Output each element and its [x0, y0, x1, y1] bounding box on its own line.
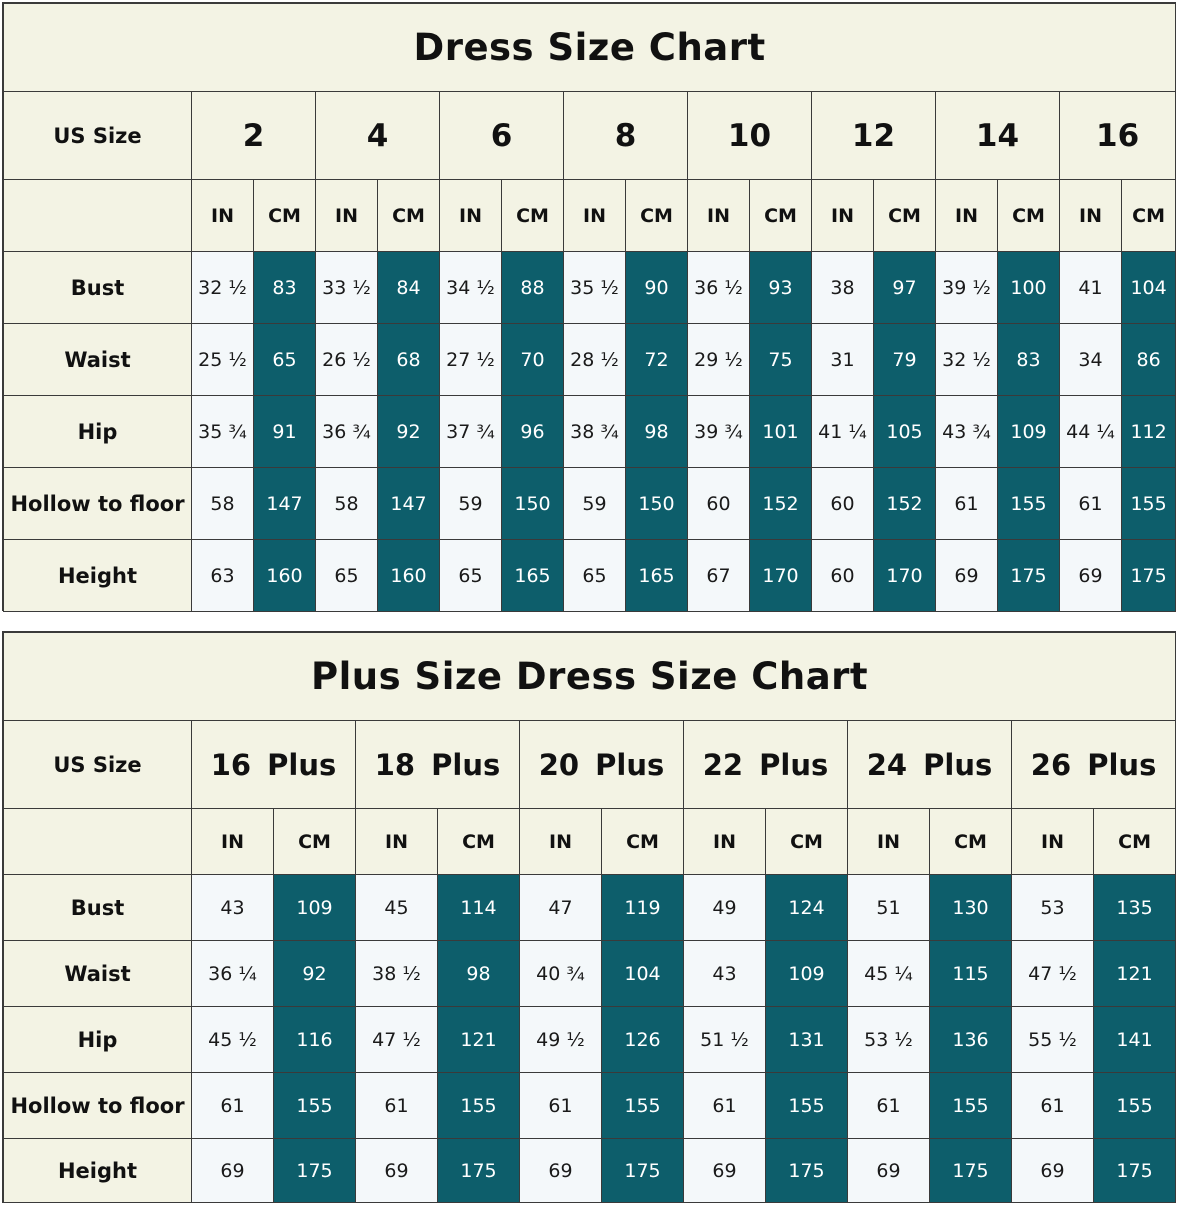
cm-value: 98: [626, 396, 688, 468]
cm-value: 160: [378, 540, 440, 612]
in-value: 31: [812, 324, 874, 396]
in-value: 26 ½: [316, 324, 378, 396]
cm-value: 165: [502, 540, 564, 612]
unit-in-header: IN: [1060, 180, 1122, 252]
dress-size-chart: [2, 2, 1176, 611]
size-header: 26 Plus: [1012, 721, 1176, 809]
cm-value: 160: [254, 540, 316, 612]
in-value: 60: [688, 468, 750, 540]
unit-cm-header: CM: [750, 180, 812, 252]
in-value: 69: [848, 1139, 930, 1203]
unit-in-header: IN: [564, 180, 626, 252]
row-label: Height: [4, 540, 192, 612]
unit-in-header: IN: [356, 809, 438, 875]
table-row: [4, 941, 1176, 1007]
table-row: [4, 540, 1176, 612]
unit-in-header: IN: [936, 180, 998, 252]
cm-value: 109: [766, 941, 848, 1007]
row-label: Hip: [4, 396, 192, 468]
unit-row-blank: [4, 180, 192, 252]
row-label: Hollow to floor: [4, 468, 192, 540]
in-value: 34: [1060, 324, 1122, 396]
in-value: 43: [192, 875, 274, 941]
in-value: 61: [520, 1073, 602, 1139]
size-header-row: [4, 721, 1176, 809]
in-value: 55 ½: [1012, 1007, 1094, 1073]
cm-value: 84: [378, 252, 440, 324]
in-value: 51 ½: [684, 1007, 766, 1073]
row-label: Bust: [4, 875, 192, 941]
in-value: 27 ½: [440, 324, 502, 396]
size-header: 24 Plus: [848, 721, 1012, 809]
unit-cm-header: CM: [998, 180, 1060, 252]
row-label: Bust: [4, 252, 192, 324]
chart-title: Plus Size Dress Size Chart: [4, 633, 1176, 721]
in-value: 29 ½: [688, 324, 750, 396]
cm-value: 124: [766, 875, 848, 941]
size-header: 14: [936, 92, 1060, 180]
cm-value: 155: [766, 1073, 848, 1139]
unit-header-row: [4, 180, 1176, 252]
in-value: 58: [192, 468, 254, 540]
cm-value: 152: [750, 468, 812, 540]
in-value: 41 ¼: [812, 396, 874, 468]
cm-value: 150: [626, 468, 688, 540]
in-value: 61: [936, 468, 998, 540]
in-value: 69: [936, 540, 998, 612]
unit-in-header: IN: [812, 180, 874, 252]
unit-cm-header: CM: [254, 180, 316, 252]
cm-value: 70: [502, 324, 564, 396]
unit-in-header: IN: [316, 180, 378, 252]
unit-cm-header: CM: [766, 809, 848, 875]
in-value: 65: [316, 540, 378, 612]
size-header: 18 Plus: [356, 721, 520, 809]
table-row: [4, 1139, 1176, 1203]
cm-value: 104: [602, 941, 684, 1007]
unit-cm-header: CM: [378, 180, 440, 252]
unit-cm-header: CM: [274, 809, 356, 875]
title-row: [4, 633, 1176, 721]
cm-value: 93: [750, 252, 812, 324]
cm-value: 83: [254, 252, 316, 324]
in-value: 44 ¼: [1060, 396, 1122, 468]
cm-value: 175: [930, 1139, 1012, 1203]
in-value: 39 ½: [936, 252, 998, 324]
cm-value: 175: [438, 1139, 520, 1203]
unit-header-row: [4, 809, 1176, 875]
cm-value: 100: [998, 252, 1060, 324]
cm-value: 83: [998, 324, 1060, 396]
unit-in-header: IN: [192, 809, 274, 875]
cm-value: 130: [930, 875, 1012, 941]
cm-value: 155: [602, 1073, 684, 1139]
in-value: 25 ½: [192, 324, 254, 396]
table-row: [4, 1007, 1176, 1073]
in-value: 61: [684, 1073, 766, 1139]
in-value: 45 ½: [192, 1007, 274, 1073]
cm-value: 121: [438, 1007, 520, 1073]
in-value: 61: [1012, 1073, 1094, 1139]
cm-value: 175: [1122, 540, 1176, 612]
in-value: 69: [356, 1139, 438, 1203]
cm-value: 114: [438, 875, 520, 941]
cm-value: 135: [1094, 875, 1176, 941]
in-value: 47 ½: [1012, 941, 1094, 1007]
in-value: 39 ¾: [688, 396, 750, 468]
in-value: 69: [1060, 540, 1122, 612]
cm-value: 155: [438, 1073, 520, 1139]
unit-cm-header: CM: [1094, 809, 1176, 875]
in-value: 59: [440, 468, 502, 540]
in-value: 32 ½: [192, 252, 254, 324]
in-value: 45: [356, 875, 438, 941]
in-value: 36 ½: [688, 252, 750, 324]
table-row: [4, 252, 1176, 324]
in-value: 49: [684, 875, 766, 941]
cm-value: 104: [1122, 252, 1176, 324]
us-size-label: US Size: [4, 92, 192, 180]
cm-value: 105: [874, 396, 936, 468]
plus-size-chart: [2, 631, 1176, 1203]
cm-value: 97: [874, 252, 936, 324]
in-value: 51: [848, 875, 930, 941]
cm-value: 175: [998, 540, 1060, 612]
cm-value: 131: [766, 1007, 848, 1073]
in-value: 65: [564, 540, 626, 612]
cm-value: 155: [930, 1073, 1012, 1139]
cm-value: 170: [750, 540, 812, 612]
size-header: 8: [564, 92, 688, 180]
in-value: 60: [812, 468, 874, 540]
cm-value: 175: [766, 1139, 848, 1203]
size-header: 10: [688, 92, 812, 180]
unit-cm-header: CM: [930, 809, 1012, 875]
cm-value: 175: [274, 1139, 356, 1203]
unit-cm-header: CM: [626, 180, 688, 252]
cm-value: 116: [274, 1007, 356, 1073]
in-value: 41: [1060, 252, 1122, 324]
in-value: 45 ¼: [848, 941, 930, 1007]
in-value: 36 ¾: [316, 396, 378, 468]
unit-in-header: IN: [440, 180, 502, 252]
size-header: 20 Plus: [520, 721, 684, 809]
cm-value: 155: [1094, 1073, 1176, 1139]
row-label: Waist: [4, 941, 192, 1007]
cm-value: 165: [626, 540, 688, 612]
in-value: 69: [1012, 1139, 1094, 1203]
in-value: 38 ½: [356, 941, 438, 1007]
cm-value: 72: [626, 324, 688, 396]
in-value: 43 ¾: [936, 396, 998, 468]
cm-value: 109: [998, 396, 1060, 468]
table-row: [4, 1073, 1176, 1139]
unit-in-header: IN: [684, 809, 766, 875]
unit-in-header: IN: [688, 180, 750, 252]
in-value: 63: [192, 540, 254, 612]
in-value: 38 ¾: [564, 396, 626, 468]
row-label: Hip: [4, 1007, 192, 1073]
in-value: 58: [316, 468, 378, 540]
cm-value: 152: [874, 468, 936, 540]
in-value: 67: [688, 540, 750, 612]
in-value: 60: [812, 540, 874, 612]
cm-value: 86: [1122, 324, 1176, 396]
cm-value: 75: [750, 324, 812, 396]
in-value: 61: [356, 1073, 438, 1139]
cm-value: 65: [254, 324, 316, 396]
in-value: 69: [192, 1139, 274, 1203]
cm-value: 147: [378, 468, 440, 540]
in-value: 47 ½: [356, 1007, 438, 1073]
dress-size-table-body: [4, 4, 1176, 612]
unit-in-header: IN: [192, 180, 254, 252]
row-label: Height: [4, 1139, 192, 1203]
cm-value: 141: [1094, 1007, 1176, 1073]
in-value: 35 ½: [564, 252, 626, 324]
in-value: 35 ¾: [192, 396, 254, 468]
cm-value: 175: [602, 1139, 684, 1203]
cm-value: 155: [274, 1073, 356, 1139]
unit-row-blank: [4, 809, 192, 875]
cm-value: 88: [502, 252, 564, 324]
unit-cm-header: CM: [502, 180, 564, 252]
cm-value: 175: [1094, 1139, 1176, 1203]
cm-value: 147: [254, 468, 316, 540]
size-header: 12: [812, 92, 936, 180]
cm-value: 155: [998, 468, 1060, 540]
title-row: [4, 4, 1176, 92]
row-label: Hollow to floor: [4, 1073, 192, 1139]
in-value: 61: [1060, 468, 1122, 540]
cm-value: 150: [502, 468, 564, 540]
cm-value: 98: [438, 941, 520, 1007]
unit-in-header: IN: [848, 809, 930, 875]
in-value: 43: [684, 941, 766, 1007]
unit-cm-header: CM: [602, 809, 684, 875]
in-value: 40 ¾: [520, 941, 602, 1007]
cm-value: 112: [1122, 396, 1176, 468]
unit-in-header: IN: [1012, 809, 1094, 875]
cm-value: 155: [1122, 468, 1176, 540]
unit-in-header: IN: [520, 809, 602, 875]
size-header: 22 Plus: [684, 721, 848, 809]
table-row: [4, 468, 1176, 540]
size-header: 6: [440, 92, 564, 180]
chart-title: Dress Size Chart: [4, 4, 1176, 92]
cm-value: 109: [274, 875, 356, 941]
in-value: 53 ½: [848, 1007, 930, 1073]
in-value: 69: [684, 1139, 766, 1203]
unit-cm-header: CM: [1122, 180, 1176, 252]
cm-value: 101: [750, 396, 812, 468]
cm-value: 90: [626, 252, 688, 324]
in-value: 53: [1012, 875, 1094, 941]
plus-size-table: [3, 632, 1176, 1203]
in-value: 61: [192, 1073, 274, 1139]
in-value: 38: [812, 252, 874, 324]
size-header-row: [4, 92, 1176, 180]
in-value: 59: [564, 468, 626, 540]
row-label: Waist: [4, 324, 192, 396]
cm-value: 92: [274, 941, 356, 1007]
cm-value: 91: [254, 396, 316, 468]
in-value: 36 ¼: [192, 941, 274, 1007]
table-row: [4, 875, 1176, 941]
in-value: 49 ½: [520, 1007, 602, 1073]
in-value: 33 ½: [316, 252, 378, 324]
cm-value: 92: [378, 396, 440, 468]
cm-value: 136: [930, 1007, 1012, 1073]
table-row: [4, 324, 1176, 396]
cm-value: 121: [1094, 941, 1176, 1007]
us-size-label: US Size: [4, 721, 192, 809]
cm-value: 79: [874, 324, 936, 396]
cm-value: 115: [930, 941, 1012, 1007]
in-value: 28 ½: [564, 324, 626, 396]
in-value: 69: [520, 1139, 602, 1203]
cm-value: 170: [874, 540, 936, 612]
cm-value: 96: [502, 396, 564, 468]
in-value: 61: [848, 1073, 930, 1139]
unit-cm-header: CM: [438, 809, 520, 875]
dress-size-table: [3, 3, 1176, 612]
plus-size-table-body: [4, 633, 1176, 1203]
size-header: 16: [1060, 92, 1176, 180]
table-row: [4, 396, 1176, 468]
size-header: 16 Plus: [192, 721, 356, 809]
in-value: 37 ¾: [440, 396, 502, 468]
cm-value: 119: [602, 875, 684, 941]
size-header: 4: [316, 92, 440, 180]
in-value: 32 ½: [936, 324, 998, 396]
unit-cm-header: CM: [874, 180, 936, 252]
size-header: 2: [192, 92, 316, 180]
cm-value: 68: [378, 324, 440, 396]
in-value: 34 ½: [440, 252, 502, 324]
cm-value: 126: [602, 1007, 684, 1073]
in-value: 65: [440, 540, 502, 612]
in-value: 47: [520, 875, 602, 941]
